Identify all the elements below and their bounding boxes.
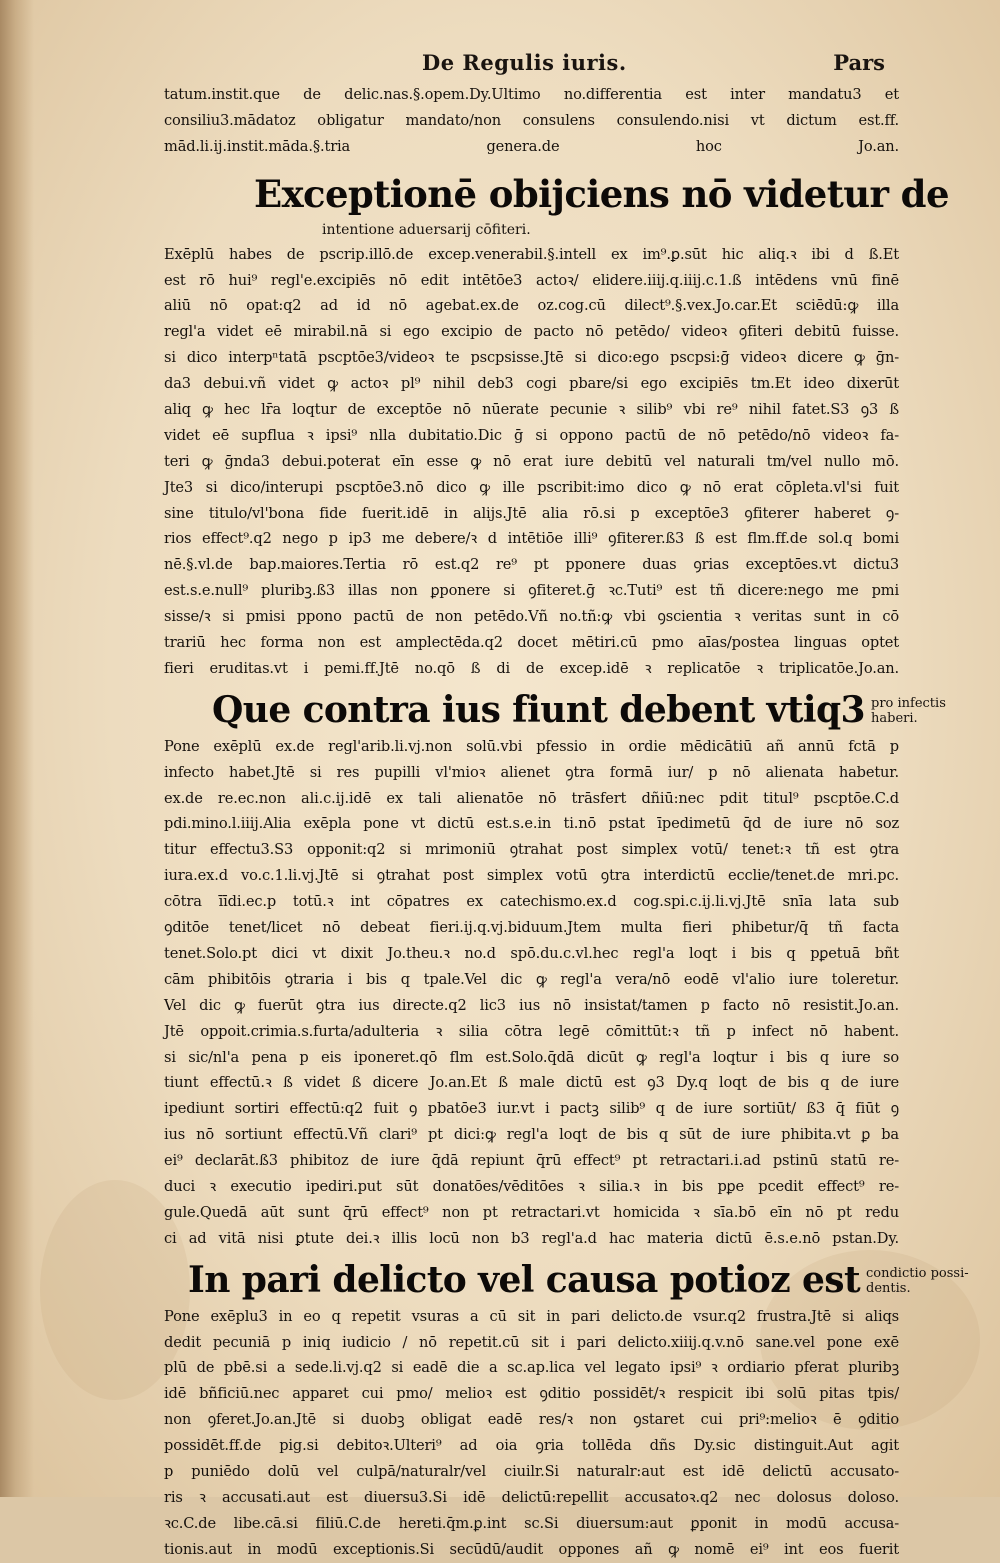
text-line: sine titulo/vl'bona fide fuerit.idē in alijs.Jtē alia rō.si p exceptōe3 ꝯfiterer haberet ꝯ- bbox=[164, 504, 899, 522]
text-line: pdi.mino.l.iiij.Alia exēpla pone vt dictū est.s.e.in ti.nō pstat īpedimetū q̄d de iure nō soz bbox=[164, 815, 899, 833]
page-gutter-shadow bbox=[0, 0, 34, 1497]
text-line: infecto habet.Jtē si res pupilli vl'mioꝛ alienet ꝯtra formā iur/ p nō alienata habetur. bbox=[164, 763, 899, 781]
text-line: ius nō sortiunt effectū.Vñ clari⁹ pt dici:ꝙ regl'a loqt de bis q sūt de iure phibita.vt ꝑ ba bbox=[164, 1126, 899, 1144]
rule-heading-text: Exceptionē obijciens nō videtur de bbox=[254, 171, 949, 216]
text-line: Pone exēplu3 in eo q repetit vsuras a cū sit in pari delicto.de vsur.q2 frustra.Jtē si aliqs bbox=[164, 1307, 899, 1325]
text-line: non ꝯferet.Jo.an.Jtē si duobꝫ obligat eadē res/ꝛ non ꝯstaret cui pri⁹:melioꝛ ē ꝯditio bbox=[164, 1411, 899, 1429]
side-note-line: pro infectis bbox=[871, 695, 946, 711]
text-line: fieri eruditas.vt i pemi.ff.Jtē no.qō ß di de excep.idē ꝛ replicatōe ꝛ triplicatōe.Jo.an. bbox=[164, 659, 899, 677]
rule-heading-continuation: intentione aduersarij cōfiteri. bbox=[322, 221, 531, 238]
text-line: titur effectu3.S3 opponit:q2 si mrimoniū ꝯtrahat post simplex votū/ tenet:ꝛ tñ est ꝯtra bbox=[164, 841, 899, 859]
text-line: gule.Quedā aūt sunt q̄rū effect⁹ non pt retractari.vt homicida ꝛ sīa.bō eīn nō pt redu bbox=[164, 1203, 899, 1221]
page-header bbox=[170, 50, 885, 86]
text-line: ris ꝛ accusati.aut est diuersu3.Si idē delictū:repellit accusatoꝛ.q2 nec dolosus doloso. bbox=[164, 1488, 899, 1506]
text-line: ex.de re.ec.non ali.c.ij.idē ex tali alienatōe nō trāsfert dñiū:nec pdit titul⁹ pscptōe.C.d bbox=[164, 789, 899, 807]
text-line: tatum.instit.que de delic.nas.§.opem.Dy.Ultimo no.differentia est inter mandatu3 et bbox=[164, 86, 899, 103]
text-line: tiunt effectū.ꝛ ß videt ß dicere Jo.an.Et ß male dictū est ꝯ3 Dy.q loqt de bis q de iure bbox=[164, 1074, 899, 1092]
rule-heading-side-note bbox=[866, 1266, 969, 1296]
side-note-line: haberi. bbox=[871, 710, 918, 726]
text-line: aliū nō opat:q2 ad id nō agebat.ex.de oz.cog.cū dilect⁹.§.vex.Jo.car.Et sciēdū:ꝙ illa bbox=[164, 297, 899, 315]
text-line: nē.§.vl.de bap.maiores.Tertia rō est.q2 re⁹ pt pponere duas ꝯrias exceptōes.vt dictu3 bbox=[164, 556, 899, 574]
text-line: Vel dic ꝙ fuerūt ꝯtra ius directe.q2 lic3 ius nō insistat/tamen p facto nō resistit.Jo.an. bbox=[164, 996, 899, 1014]
text-line: est.s.e.null⁹ pluribꝫ.ß3 illas non ꝑponere si ꝯfiteret.ḡ ꝛc.Tuti⁹ est tñ dicere:nego me pmi bbox=[164, 582, 899, 600]
text-line: rios effect⁹.q2 nego p ip3 me debere/ꝛ d intētiōe illi⁹ ꝯfiterer.ß3 ß est flm.ff.de sol.q bomi bbox=[164, 530, 899, 548]
text-line: trariū hec forma non est amplectēda.q2 docet mētiri.cū pmo aīas/postea linguas optet bbox=[164, 634, 899, 652]
rule-heading-text: In pari delicto vel causa potioz est bbox=[188, 1258, 860, 1301]
text-line: regl'a videt eē mirabil.nā si ego excipio de pacto nō petēdo/ videoꝛ ꝯfiteri debitū fuisse. bbox=[164, 323, 899, 341]
text-line: Jte3 si dico/interupi pscptōe3.nō dico ꝙ ille pscribit:imo dico ꝙ nō erat cōpleta.vl'si fuit bbox=[164, 478, 899, 496]
text-line: tenet.Solo.pt dici vt dixit Jo.theu.ꝛ no.d spō.du.c.vl.hec regl'a loqt i bis q pꝑetuā bñt bbox=[164, 944, 899, 962]
text-line: ipediunt sortiri effectū:q2 fuit ꝯ pbatōe3 iur.vt i pactꝫ silib⁹ q de iure sortiūt/ ß3 q̄ fiūt ꝯ bbox=[164, 1100, 899, 1118]
text-line: aliq ꝙ hec lr̄a loqtur de exceptōe nō nūerate pecunie ꝛ silib⁹ vbi re⁹ nihil fatet.S3 ꝯ3 ß bbox=[164, 401, 899, 419]
text-line: Pone exēplū ex.de regl'arib.li.vj.non solū.vbi pfessio in ordie mēdicātiū añ annū fctā p bbox=[164, 737, 899, 755]
text-line: ꝯditōe tenet/licet nō debeat fieri.ij.q.vj.biduum.Jtem multa fieri phibetur/q̄ tñ facta bbox=[164, 919, 899, 937]
intro-paragraph bbox=[164, 82, 899, 160]
rule-heading bbox=[212, 682, 946, 734]
text-line: Jtē oppoit.crimia.s.furta/adulteria ꝛ silia cōtra legē cōmittūt:ꝛ tñ p infect nō habent. bbox=[164, 1022, 899, 1040]
commentary-paragraph bbox=[164, 242, 899, 682]
rule-heading bbox=[254, 164, 949, 220]
running-head: De Regulis iuris. bbox=[422, 50, 627, 75]
commentary-paragraph bbox=[164, 1304, 899, 1563]
text-line: idē bñficiū.nec apparet cui pmo/ melioꝛ est ꝯditio possidēt/ꝛ respicit ibi solū pitas tpis/ bbox=[164, 1385, 899, 1403]
text-line: iura.ex.d vo.c.1.li.vj.Jtē si ꝯtrahat post simplex votū ꝯtra interdictū ecclie/tenet.de mri.pc. bbox=[164, 867, 899, 885]
text-line: dedit pecuniā p iniq iudicio / nō repetit.cū sit i pari delicto.xiiij.q.v.nō sane.vel pone exē bbox=[164, 1333, 899, 1351]
text-line: duci ꝛ executio ipediri.put sūt donatōes/vēditōes ꝛ silia.ꝛ in bis pꝑe pcedit effect⁹ re- bbox=[164, 1177, 899, 1195]
text-line: plū de pbē.si a sede.li.vj.q2 si eadē die a sc.ap.lica vel legato ipsi⁹ ꝛ ordiario pferat pluribꝫ bbox=[164, 1359, 899, 1377]
text-line: videt eē supflua ꝛ ipsi⁹ nlla dubitatio.Dic ḡ si oppono pactū de nō petēdo/nō videoꝛ fa- bbox=[164, 426, 899, 444]
text-line: teri ꝙ ḡnda3 debui.poterat eīn esse ꝙ nō erat iure debitū vel naturali tm/vel nullo mō. bbox=[164, 452, 899, 470]
text-line: mād.li.ij.instit.māda.§.tria genera.de hoc Jo.an. bbox=[164, 137, 899, 155]
main-text-column bbox=[164, 82, 969, 1563]
text-line: cōtra īīdi.ec.p totū.ꝛ int cōpatres ex catechismo.ex.d cog.spi.c.ij.li.vj.Jtē snīa lata sub bbox=[164, 893, 899, 911]
text-line: p puniēdo dolū vel culpā/naturalr/vel ciuilr.Si naturalr:aut est idē delictū accusato- bbox=[164, 1462, 899, 1480]
commentary-paragraph bbox=[164, 734, 899, 1252]
side-note-line: dentis. bbox=[866, 1280, 911, 1296]
text-line: si dico interpⁿtatā pscptōe3/videoꝛ te pscpsisse.Jtē si dico:ego pscpsi:ḡ videoꝛ dicere ꝙ ḡn- bbox=[164, 349, 899, 367]
text-line: sisse/ꝛ si pmisi ppono pactū de non petēdo.Vñ no.tñ:ꝙ vbi ꝯscientia ꝛ veritas sunt in cō bbox=[164, 608, 899, 626]
text-line: cām phibitōis ꝯtraria i bis q tpale.Vel dic ꝙ regl'a vera/nō eodē vl'alio iure toleretur. bbox=[164, 970, 899, 988]
rule-heading-text: Que contra ius fiunt debent vtiq3 bbox=[212, 688, 865, 731]
text-line: ꝛc.C.de libe.cā.si filiū.C.de hereti.q̄m.ꝑ.int sc.Si diuersum:aut ꝑponit in modū accusa- bbox=[164, 1514, 899, 1532]
text-line: Exēplū habes de pscrip.illō.de excep.venerabil.§.intell ex im⁹.ꝑ.sūt hic aliq.ꝛ ibi d ß.Et bbox=[164, 245, 899, 263]
text-line: ci ad vitā nisi ꝑtute dei.ꝛ illis locū non b3 regl'a.d hac materia dictū ē.s.e.nō pstan.Dy. bbox=[164, 1229, 899, 1247]
text-line: possidēt.ff.de pig.si debitoꝛ.Ulteri⁹ ad oia ꝯria tollēda dñs Dy.sic distinguit.Aut agit bbox=[164, 1437, 899, 1455]
folio-label: Pars bbox=[833, 50, 885, 75]
text-line: consiliu3.mādatoz obligatur mandato/non consulens consulendo.nisi vt dictum est.ff. bbox=[164, 111, 899, 129]
rule-heading bbox=[188, 1252, 969, 1304]
side-note-line: condictio possi- bbox=[866, 1265, 969, 1281]
rule-heading-side-note bbox=[871, 696, 946, 726]
text-line: si sic/nl'a pena p eis iponeret.qō flm est.Solo.q̄dā dicūt ꝙ regl'a loqtur i bis q iure so bbox=[164, 1048, 899, 1066]
text-line: da3 debui.vñ videt ꝙ actoꝛ pl⁹ nihil deb3 cogi pbare/si ego excipiēs tm.Et ideo dixerūt bbox=[164, 375, 899, 393]
text-line: ei⁹ declarāt.ß3 phibitoz de iure q̄dā repiunt q̄rū effect⁹ pt retractari.i.ad pstinū statū re- bbox=[164, 1152, 899, 1170]
text-line: tionis.aut in modū exceptionis.Si secūdū/audit oppones añ ꝙ nomē ei⁹ int eos fuerit bbox=[164, 1540, 899, 1558]
text-line: est rō hui⁹ regl'e.excipiēs nō edit intētōe3 actoꝛ/ elidere.iiij.q.iiij.c.1.ß intēdens vnū finē bbox=[164, 271, 899, 289]
